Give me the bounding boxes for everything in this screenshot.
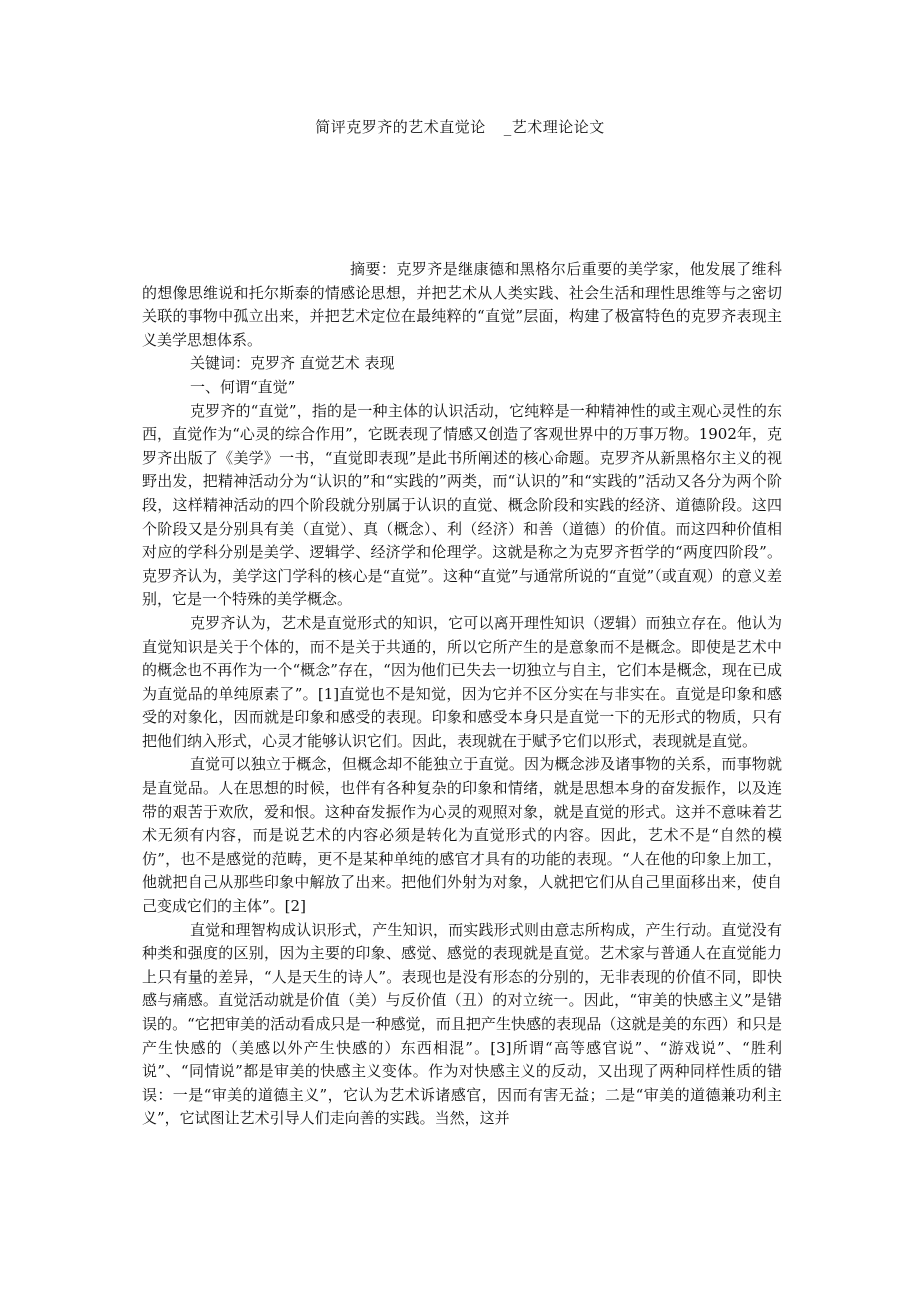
keywords-line: 关键词：克罗齐 直觉艺术 表现 xyxy=(190,354,395,373)
body-paragraph: 直觉和理智构成认识形式，产生知识，而实践形式则由意志所构成，产生行动。直觉没有种类和强度的区别，因为主要的印象、感觉、感觉的表现就是直觉。艺术家与普通人在直觉能力上只有量的差异，“人是天生的诗人”。表现也是没有形态的分别的，无非表现的价值不同，即快感与痛感。直觉活动就是价值（美）与反价值（丑）的对立统一。因此，“审美的快感主义”是错误的。“它把审美的活动看成只是一种感觉，而且把产生快感的表现品（这就是美的东西）和只是产生快感的（美感以外产生快感的）东西相混”。[3]所谓“高等感官说”、“游戏说”、“胜利说”、“同情说”都是审美的快感主义变体。作为对快感主义的反动，又出现了两种同样性质的错误：一是“审美的道德主义”，它认为艺术诉诸感官，因而有害无益；二是“审美的道德兼功利主义”，它试图让艺术引导人们走向善的实践。当然，这并 xyxy=(142,920,782,1128)
document-title xyxy=(0,116,920,137)
body-paragraph: 克罗齐认为，艺术是直觉形式的知识，它可以离开理性知识（逻辑）而独立存在。他认为直觉知识是关于个体的，而不是关于共通的，所以它所产生的是意象而不是概念。即使是艺术中的概念也不再作为一个“概念”存在，“因为他们已失去一切独立与自主，它们本是概念，现在已成为直觉品的单纯原素了”。[1]直觉也不是知觉，因为它并不区分实在与非实在。直觉是印象和感受的对象化，因而就是印象和感受的表现。印象和感受本身只是直觉一下的无形式的物质，只有把他们纳入形式，心灵才能够认识它们。因此，表现就在于赋予它们以形式，表现就是直觉。 xyxy=(142,613,782,750)
title-subtitle: _艺术理论论文 xyxy=(503,118,605,136)
document-body xyxy=(142,258,782,1131)
title-main: 简评克罗齐的艺术直觉论 xyxy=(315,118,486,136)
body-paragraph: 克罗齐的“直觉”，指的是一种主体的认识活动，它纯粹是一种精神性的或主观心灵性的东西，直觉作为“心灵的综合作用”，它既表现了情感又创造了客观世界中的万事万物。1902年，克罗齐出版了《美学》一书，“直觉即表现”是此书所阐述的核心命题。克罗齐从新黑格尔主义的视野出发，把精神活动分为“认识的”和“实践的”两类，而“认识的”和“实践的”活动又各分为两个阶段，这样精神活动的四个阶段就分别属于认识的直觉、概念阶段和实践的经济、道德阶段。这四个阶段又是分别具有美（直觉）、真（概念）、利（经济）和善（道德）的价值。而这四种价值相对应的学科分别是美学、逻辑学、经济学和伦理学。这就是称之为克罗齐哲学的“两度四阶段”。克罗齐认为，美学这门学科的核心是“直觉”。这种“直觉”与通常所说的“直觉”（或直观）的意义差别，它是一个特殊的美学概念。 xyxy=(142,401,782,609)
body-paragraph: 直觉可以独立于概念，但概念却不能独立于直觉。因为概念涉及诸事物的关系，而事物就是直觉品。人在思想的时候，也伴有各种复杂的印象和情绪，就是思想本身的奋发振作，以及连带的艰苦于欢欣，爱和恨。这种奋发振作为心灵的观照对象，就是直觉的形式。这并不意味着艺术无须有内容，而是说艺术的内容必须是转化为直觉形式的内容。因此，艺术不是“自然的模仿”，也不是感觉的范畴，更不是某种单纯的感官才具有的功能的表现。“人在他的印象上加工，他就把自己从那些印象中解放了出来。把他们外射为对象，人就把它们从自己里面移出来，使自己变成它们的主体”。[2] xyxy=(142,755,782,916)
section-heading: 一、何谓“直觉” xyxy=(190,377,296,396)
abstract-paragraph: 摘要：克罗齐是继康德和黑格尔后重要的美学家，他发展了维科的想像思维说和托尔斯泰的情感论思想，并把艺术从人类实践、社会生活和理性思维等与之密切关联的事物中孤立出来，并把艺术定位在最纯粹的“直觉”层面，构建了极富特色的克罗齐表现主义美学思想体系。 xyxy=(142,260,782,349)
